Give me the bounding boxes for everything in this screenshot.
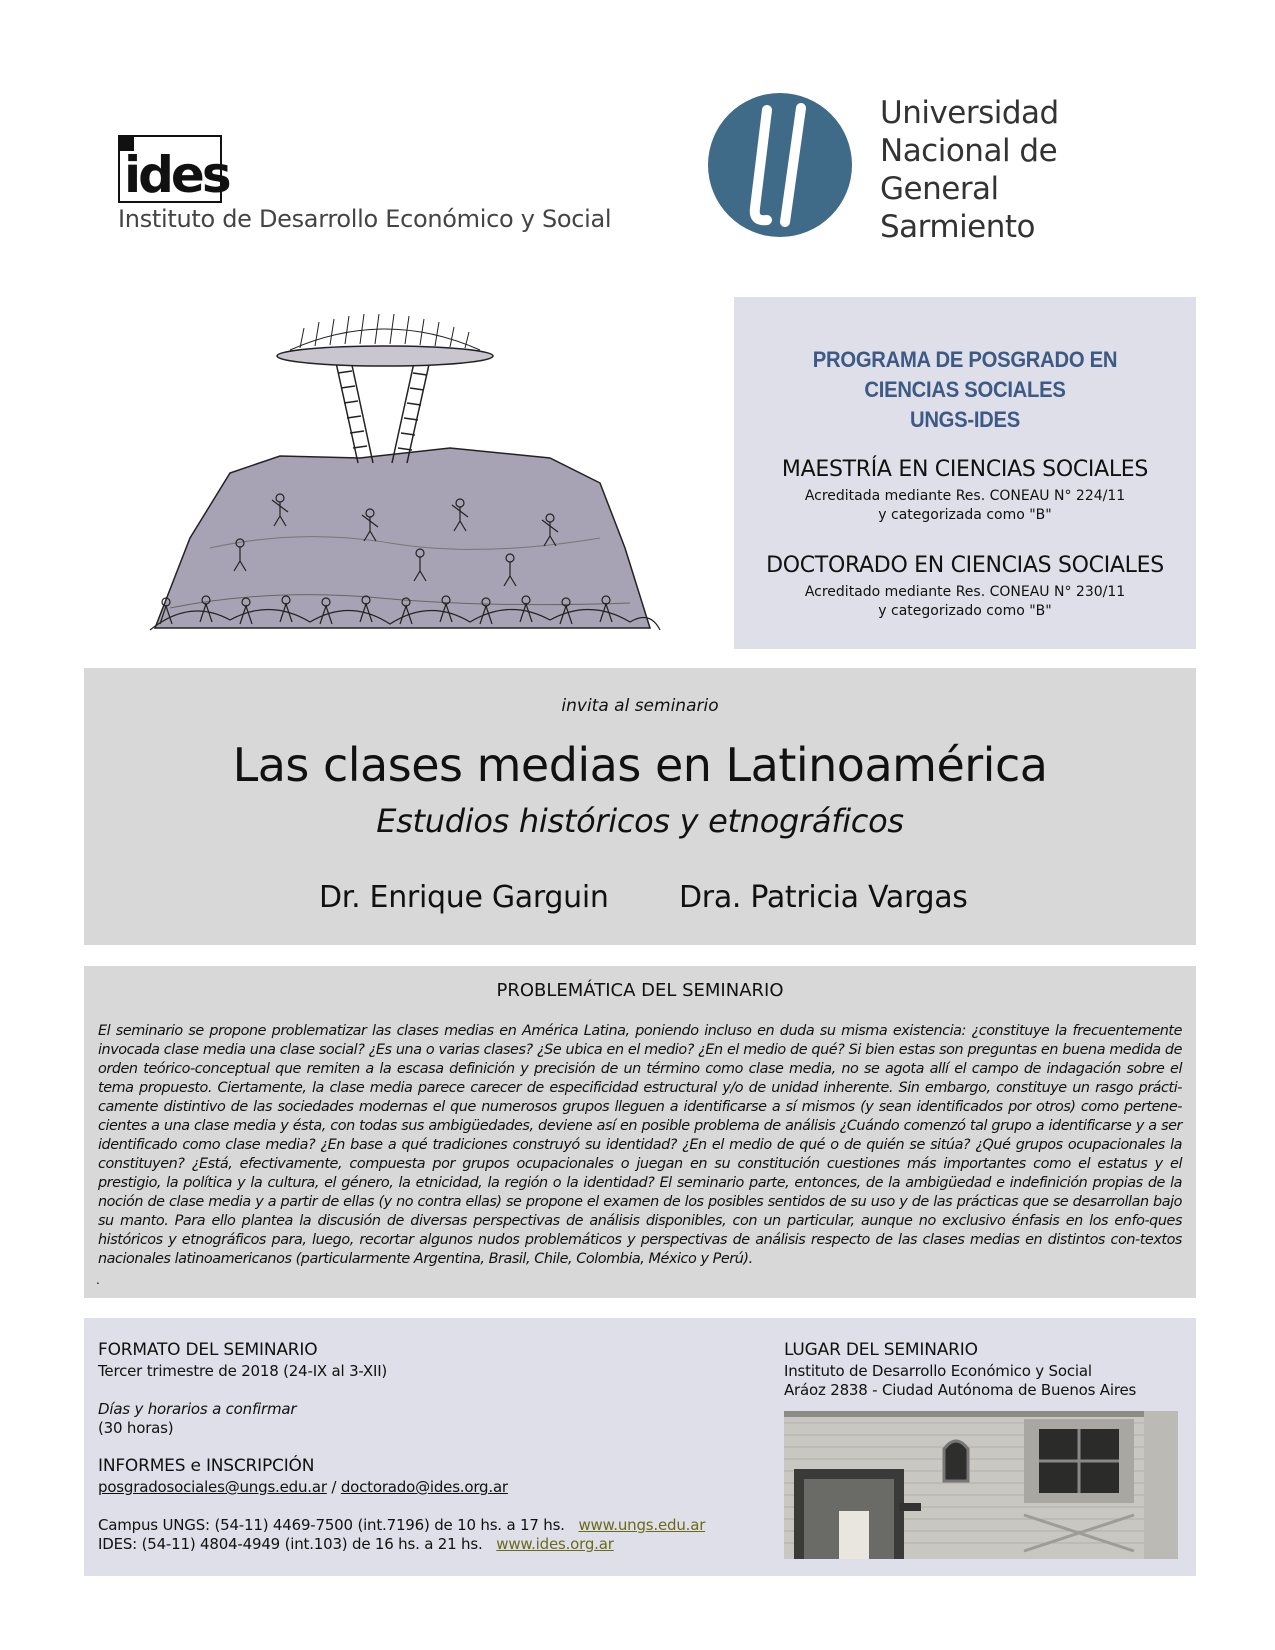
ungs-website-link[interactable]: www.ungs.edu.ar <box>578 1516 706 1534</box>
email-ides-link[interactable]: doctorado@ides.org.ar <box>340 1478 508 1496</box>
program-title-line: UNGS-IDES <box>910 407 1020 432</box>
maestria-accreditation: Acreditada mediante Res. CONEAU N° 224/11 <box>804 488 1126 504</box>
formato-dates: Tercer trimestre de 2018 (24-IX al 3-XII) <box>98 1362 388 1380</box>
problematica-box <box>84 966 1196 1298</box>
crowd-mountain-illustration <box>130 298 675 643</box>
seminar-subtitle: Estudios históricos y etnográficos <box>376 802 904 840</box>
ungs-name-line: General <box>880 171 999 207</box>
contact-ungs <box>98 1516 705 1534</box>
invite-text: invita al seminario <box>561 696 719 716</box>
ungs-name-line: Nacional de <box>880 133 1058 169</box>
contact-ides-text: IDES: (54-11) 4804-4949 (int.103) de 16 hs. a 21 hs. <box>98 1535 483 1553</box>
ungs-logo <box>705 90 1125 250</box>
ungs-emblem-icon <box>705 90 855 240</box>
formato-schedule: Días y horarios a confirmar <box>98 1400 297 1418</box>
email-line <box>98 1478 508 1496</box>
problematica-heading: PROBLEMÁTICA DEL SEMINARIO <box>496 980 784 1001</box>
maestria-category: y categorizada como "B" <box>878 507 1052 523</box>
ides-website-link[interactable]: www.ides.org.ar <box>496 1535 614 1553</box>
ides-logo-mark <box>118 135 229 204</box>
program-title <box>752 345 1177 435</box>
program-info-box <box>734 297 1196 649</box>
contact-ides <box>98 1535 614 1553</box>
problematica-body: El seminario se propone problematizar las clases medias en América Latina, poniendo incluso en duda su misma existencia: ¿constituye la frecuentemente invocada clase media una clase social? ¿Es una o varias clases? ¿Se ubica en el medio? ¿En el medio de qué? Si bien estas son preguntas en buena medida de orden teórico-conceptual que remiten a la escasa definición y precisión de un término como clase media, no se agota allí el campo de indagación sobre el tema propuesto. Ciertamente, la clase media parece carecer de especificidad estructural y/o de unidad inherente. Sin embargo, constituye un rasgo prácti-camente distintivo de las sociedades modernas el que numerosos grupos lleguen a identificarse a sí mismos (y sean identificados por otros) como pertene-cientes a una clase media y ésta, con todas sus ambigüedades, deviene así en posible problema de análisis ¿Cuándo comenzó tal grupo a identificarse y a ser identificado como clase media? ¿En base a qué tradiciones construyó su identidad? ¿En el medio de qué o de quién se sitúa? ¿Qué grupos ocupacionales la constituyen? ¿Está, efectivamente, compuesta por grupos ocupacionales o juegan en su constitución cuestiones más importantes como el estatus y el prestigio, la política y la cultura, el género, la etnicidad, la región o la identidad? El seminario parte, entonces, de la ambigüedad e indefinición propias de la noción de clase media y a partir de ellas (y no contra ellas) se propone el examen de los posibles sentidos de su uso y de las prácticas que se desarrollan bajo su manto. Para ello plantea la discusión de diversas perspectivas de análisis disponibles, con un particular, aunque no exclusivo énfasis en los enfo-ques históricos y etnográficos para, luego, recortar algunos nudos problemáticos y perspectivas de análisis respecto de las clases medias en distintos con-textos nacionales latinoamericanos (particularmente Argentina, Brasil, Chile, Colombia, México y Perú). <box>98 1023 1182 1267</box>
seminar-title: Las clases medias en Latinoamérica <box>232 738 1048 792</box>
lugar-institution: Instituto de Desarrollo Económico y Social <box>784 1362 1092 1380</box>
seminar-title-box <box>84 668 1196 945</box>
email-ungs-link[interactable]: posgradosociales@ungs.edu.ar <box>98 1478 327 1496</box>
formato-heading: FORMATO DEL SEMINARIO <box>98 1340 318 1360</box>
program-title-line: PROGRAMA DE POSGRADO EN <box>812 347 1118 372</box>
speaker-garguin: Dr. Enrique Garguin <box>319 880 609 915</box>
ides-logo <box>118 135 612 245</box>
maestria-title: MAESTRÍA EN CIENCIAS SOCIALES <box>781 457 1149 482</box>
informes-heading: INFORMES e INSCRIPCIÓN <box>98 1456 315 1476</box>
seminar-details-box <box>84 1318 1196 1576</box>
email-separator: / <box>326 1478 341 1496</box>
doctorado-title: DOCTORADO EN CIENCIAS SOCIALES <box>766 553 1164 578</box>
contact-ungs-text: Campus UNGS: (54-11) 4469-7500 (int.7196) de 10 hs. a 17 hs. <box>98 1516 565 1534</box>
lugar-heading: LUGAR DEL SEMINARIO <box>784 1340 978 1360</box>
ungs-institution-name <box>880 94 1059 246</box>
lugar-address: Aráoz 2838 - Ciudad Autónoma de Buenos Aires <box>784 1381 1137 1399</box>
doctorado-accreditation: Acreditado mediante Res. CONEAU N° 230/11 <box>804 584 1126 600</box>
ides-institution-name: Instituto de Desarrollo Económico y Social <box>118 205 612 233</box>
speaker-vargas: Dra. Patricia Vargas <box>679 880 968 915</box>
ides-logo-word: ides <box>124 146 229 204</box>
ungs-name-line: Sarmiento <box>880 209 1036 245</box>
ungs-name-line: Universidad <box>880 95 1059 131</box>
building-facade-photo <box>784 1411 1178 1559</box>
problematica-trailing-dot: . <box>96 1273 100 1287</box>
doctorado-category: y categorizado como "B" <box>878 603 1052 619</box>
formato-hours: (30 horas) <box>98 1419 174 1437</box>
program-title-line: CIENCIAS SOCIALES <box>864 377 1066 402</box>
